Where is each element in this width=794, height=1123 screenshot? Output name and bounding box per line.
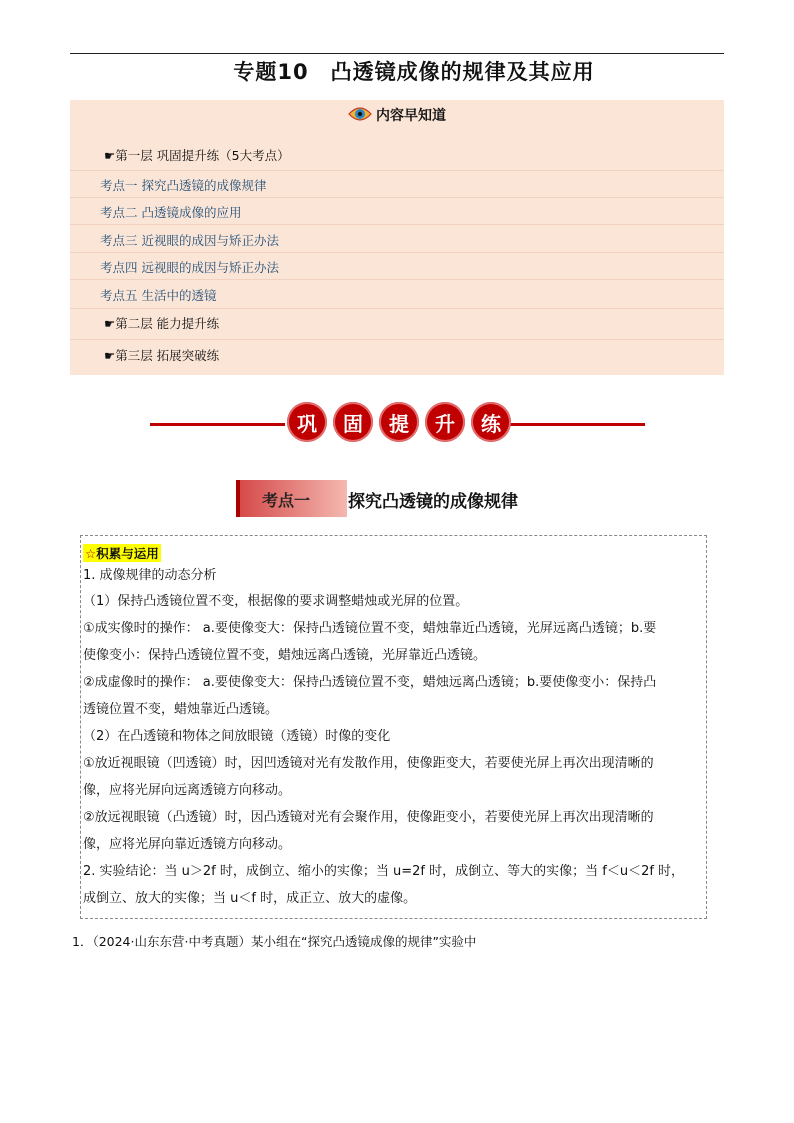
- tips-line: ②成虚像时的操作： a.要使像变大：保持凸透镜位置不变，蜡烛远离凸透镜；b.要使像变小：保持凸: [83, 675, 657, 690]
- tips-line: 透镜位置不变，蜡烛靠近凸透镜。: [83, 702, 279, 717]
- toc-item-kp4[interactable]: 考点四 远视眼的成因与矫正办法: [100, 260, 279, 275]
- tips-line: 像，应将光屏向远离透镜方向移动。: [83, 783, 292, 798]
- tips-line: ①放近视眼镜（凹透镜）时，因凹透镜对光有发散作用，使像距变大，若要使光屏上再次出现清晰的: [83, 756, 654, 771]
- toc-divider: [70, 197, 724, 198]
- banner-line-right: [509, 423, 645, 426]
- toc-divider: [70, 224, 724, 225]
- toc-item-kp1[interactable]: 考点一 探究凸透镜的成像规律: [100, 178, 267, 193]
- tips-label-text: 积累与运用: [96, 546, 159, 561]
- eye-icon: [348, 105, 372, 127]
- banner-char: 巩: [287, 402, 327, 442]
- knowledge-point-tag: [236, 480, 347, 517]
- header-rule: [70, 53, 724, 54]
- knowledge-point-title: 探究凸透镜的成像规律: [348, 492, 518, 512]
- toc-item-kp2[interactable]: 考点二 凸透镜成像的应用: [100, 205, 242, 220]
- toc-divider: [70, 170, 724, 171]
- toc-heading-text: 内容早知道: [376, 108, 446, 124]
- toc-layer-2[interactable]: ☛第二层 能力提升练: [104, 316, 220, 331]
- tips-line: （2）在凸透镜和物体之间放眼镜（透镜）时像的变化: [83, 729, 391, 744]
- toc-item-kp3[interactable]: 考点三 近视眼的成因与矫正办法: [100, 233, 279, 248]
- toc-item-kp5[interactable]: 考点五 生活中的透镜: [100, 288, 217, 303]
- toc-divider: [70, 252, 724, 253]
- page-title: 专题10 凸透镜成像的规律及其应用: [233, 60, 595, 84]
- section-banner: [287, 402, 511, 442]
- tips-label: [83, 544, 161, 562]
- question-1-stem: 1．（2024·山东东营·中考真题）某小组在“探究凸透镜成像的规律”实验中: [72, 934, 477, 949]
- tips-line: 1. 成像规律的动态分析: [83, 568, 217, 583]
- tips-line: ①成实像时的操作： a.要使像变大：保持凸透镜位置不变，蜡烛靠近凸透镜，光屏远离凸透镜；b.要: [83, 621, 657, 636]
- toc-heading: [0, 105, 794, 127]
- tips-line: （1）保持凸透镜位置不变，根据像的要求调整蜡烛或光屏的位置。: [83, 594, 469, 609]
- banner-char: 提: [379, 402, 419, 442]
- toc-divider: [70, 279, 724, 280]
- tips-line: 成倒立、放大的实像；当 u＜f 时，成正立、放大的虚像。: [83, 891, 417, 906]
- banner-char: 练: [471, 402, 511, 442]
- toc-divider: [70, 339, 724, 340]
- toc-layer-3[interactable]: ☛第三层 拓展突破练: [104, 348, 220, 363]
- tips-line: 2. 实验结论：当 u＞2f 时，成倒立、缩小的实像；当 u=2f 时，成倒立、等大的实像；当 f＜u＜2f 时，: [83, 864, 685, 879]
- tips-line: 使像变小：保持凸透镜位置不变，蜡烛远离凸透镜，光屏靠近凸透镜。: [83, 648, 487, 663]
- banner-char: 升: [425, 402, 465, 442]
- toc-layer-1[interactable]: ☛第一层 巩固提升练（5大考点）: [104, 148, 290, 163]
- tips-line: 像，应将光屏向靠近透镜方向移动。: [83, 837, 292, 852]
- banner-char: 固: [333, 402, 373, 442]
- star-icon: ☆: [85, 546, 97, 561]
- tips-line: ②放远视眼镜（凸透镜）时，因凸透镜对光有会聚作用，使像距变小，若要使光屏上再次出现清晰的: [83, 810, 654, 825]
- toc-divider: [70, 308, 724, 309]
- banner-line-left: [150, 423, 285, 426]
- knowledge-point-tag-text: 考点一: [262, 491, 311, 510]
